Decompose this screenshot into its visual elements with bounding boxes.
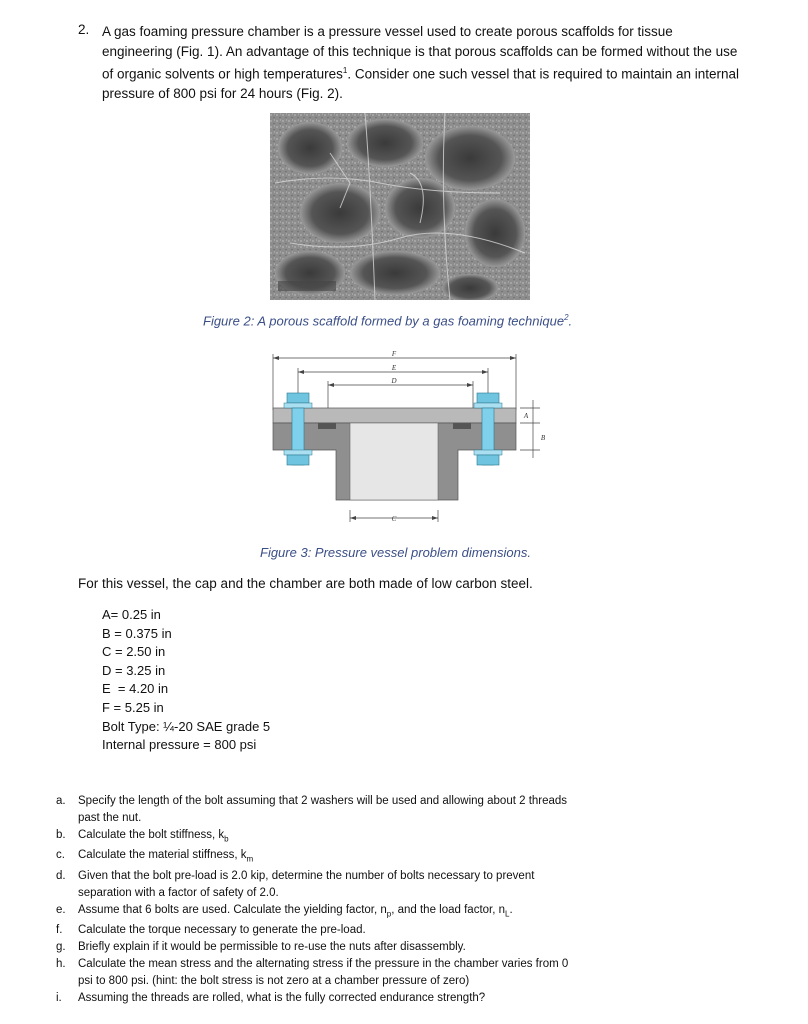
problem-intro: A gas foaming pressure chamber is a pressure vessel used to create porous scaffolds for tissue engineering (Fig. 1). An advantage of this technique is that porous scaffolds can be formed without the use of organic solvents or high temperatures$^1$. Consider one such vessel that is required to maintain an internal pressure of 800 psi for 24 hours (Fig. 2).	[102, 24, 740, 101]
dimension-D: D = 3.25 in	[102, 662, 166, 678]
figure-3-caption: Figure 3: Pressure vessel problem dimensions.	[260, 545, 531, 560]
label-A: A	[523, 412, 529, 420]
dimension-B: B = 0.375 in	[102, 625, 172, 641]
task-g: g. Briefly explain if it would be permissible to re-use the nuts after disassembly.	[56, 940, 466, 953]
footnote-1: 1	[342, 66, 348, 75]
task-a: a. Specify the length of the bolt assuming that 2 washers will be used and allowing about 2 threads past the nut.	[56, 795, 568, 824]
dimensions-list	[102, 606, 270, 755]
gasket-left	[318, 423, 336, 429]
task-c: c. Calculate the material stiffness, $k_m$	[56, 849, 254, 864]
scaffold-micrograph-image	[270, 113, 530, 300]
task-h: h. Calculate the mean stress and the alternating stress if the pressure in the chamber varies from 0 psi to 800 psi. (hint: the bolt stress is not zero at a chamber pressure of zero)	[56, 957, 569, 987]
task-i: i. Assuming the threads are rolled, what is the fully corrected endurance strength?	[56, 991, 486, 1004]
task-e: e. Assume that 6 bolts are used. Calculate the yielding factor, $n_p$, and the load factor, $n_L$.	[56, 903, 513, 918]
dimension-C: C = 2.50 in	[102, 644, 166, 660]
task-d: d. Given that the bolt pre-load is 2.0 kip, determine the number of bolts necessary to prevent separation with a factor of safety of 2.0.	[56, 869, 535, 899]
task-list	[56, 793, 656, 1007]
pressure-vessel-diagram	[258, 350, 548, 530]
label-C: C	[391, 515, 397, 523]
material-statement: For this vessel, the cap and the chamber are both made of low carbon steel.	[78, 576, 533, 591]
figure-2-caption: Figure 2: A porous scaffold formed by a gas foaming technique$^2$.	[203, 313, 573, 329]
label-D: D	[391, 377, 397, 385]
task-b: b. Calculate the bolt stiffness, $k_b$	[56, 829, 229, 844]
dimension-E: E = 4.20 in	[102, 681, 169, 697]
cap-plate	[273, 408, 516, 423]
task-f: f. Calculate the torque necessary to generate the pre-load.	[56, 923, 366, 936]
dimension-F: F = 5.25 in	[102, 699, 164, 715]
label-E: E	[391, 364, 397, 372]
gasket-right	[453, 423, 471, 429]
chamber-bore	[350, 423, 438, 500]
dimension-A: A= 0.25 in	[102, 607, 161, 622]
internal-pressure: Internal pressure = 800 psi	[102, 737, 257, 753]
bolt-type: Bolt Type: ¼-20 SAE grade 5	[102, 718, 271, 734]
label-B: B	[540, 434, 546, 442]
label-F: F	[391, 350, 397, 358]
problem-number: 2.	[78, 22, 90, 37]
